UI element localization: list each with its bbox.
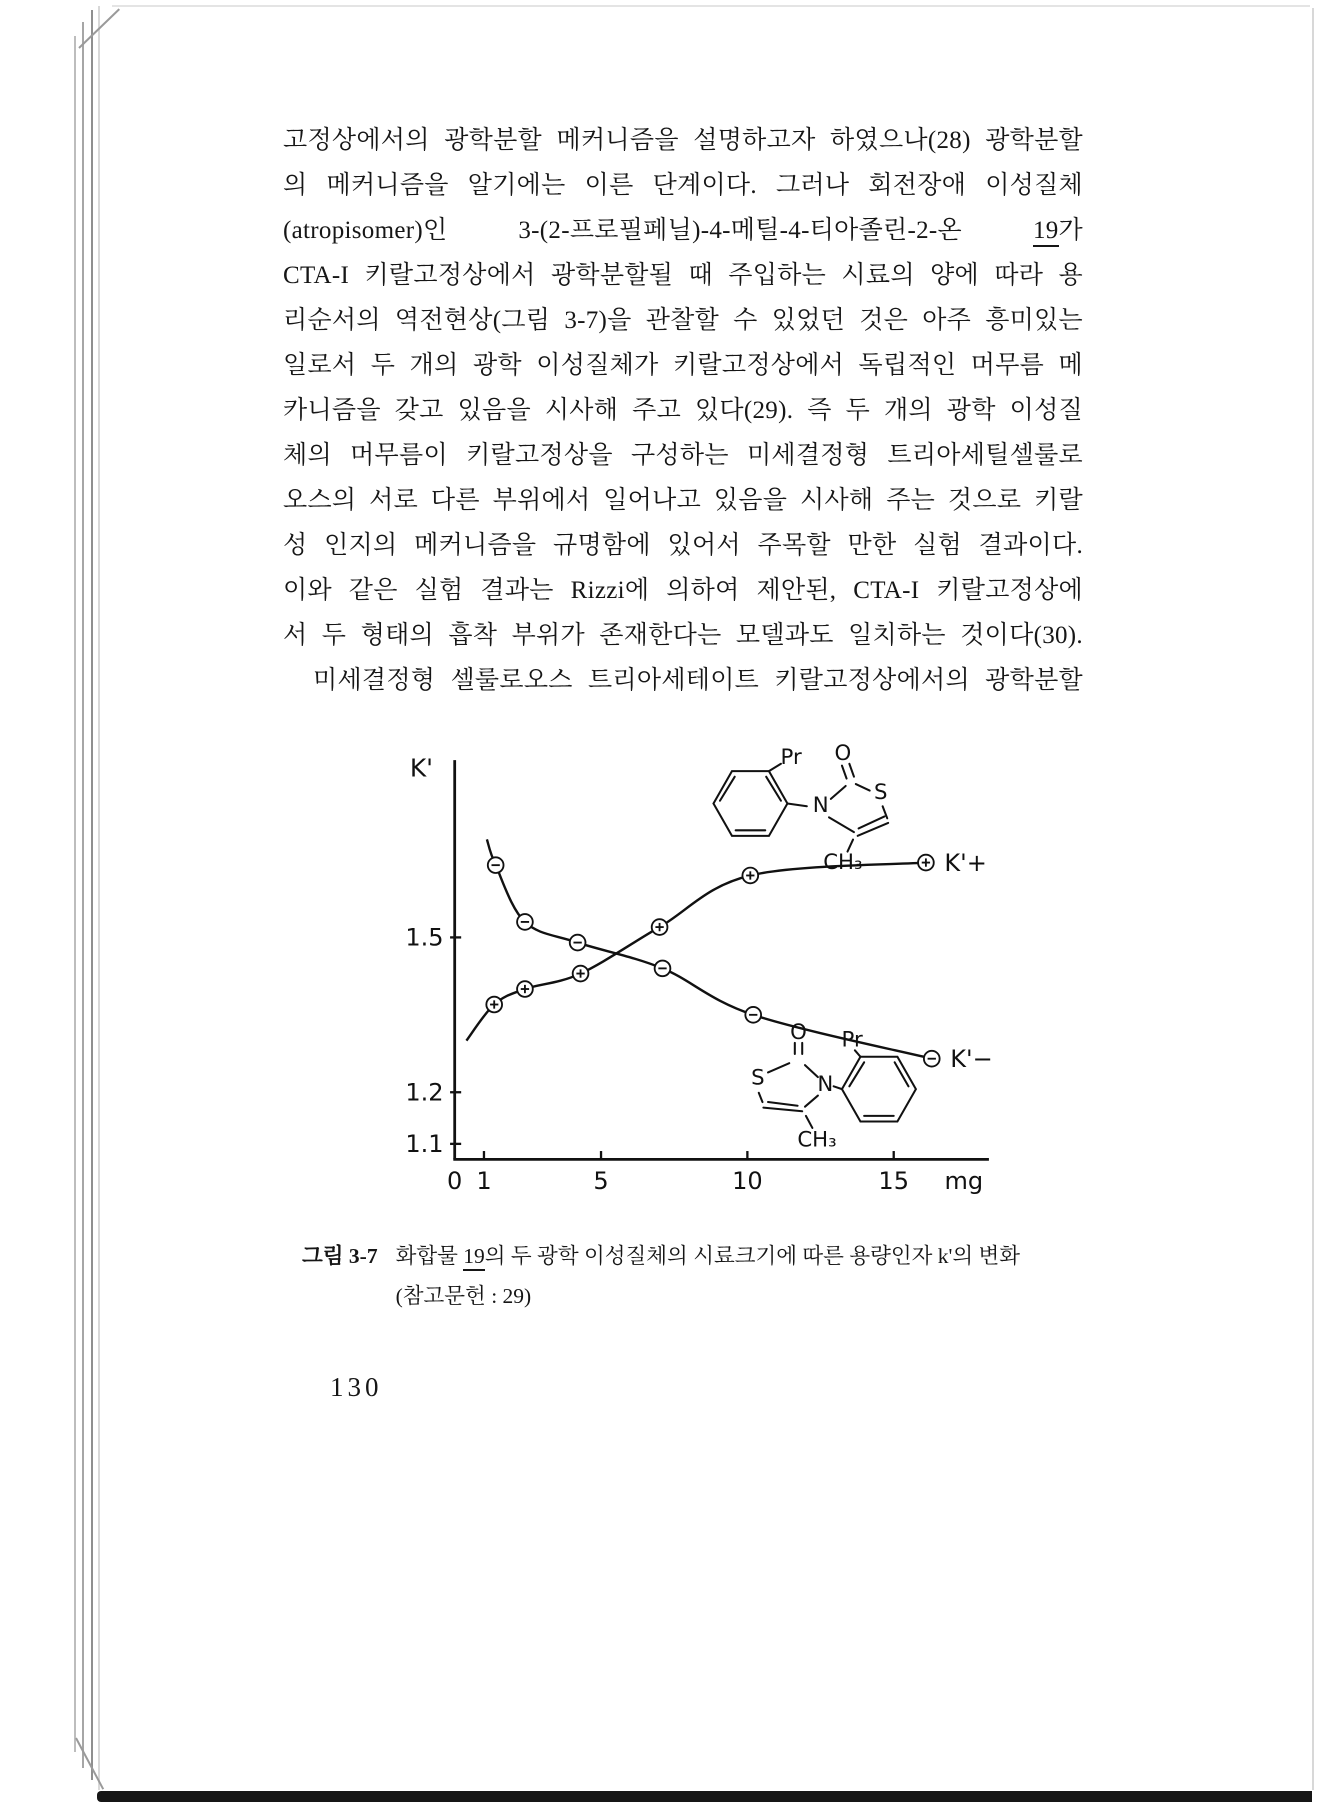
book-bottom-cover-edge bbox=[97, 1791, 1312, 1802]
curve-label: K'+ bbox=[944, 848, 987, 877]
figure-3-7 bbox=[390, 734, 1000, 1220]
atom-O: O bbox=[790, 1020, 807, 1046]
substituent-CH3: CH₃ bbox=[797, 1127, 837, 1153]
body-line: 일로서 두 개의 광학 이성질체가 키랄고정상에서 독립적인 머무름 메 bbox=[283, 352, 1083, 379]
body-line: 고정상에서의 광학분할 메커니즘을 설명하고자 하였으나(28) 광학분할 bbox=[283, 127, 1083, 154]
chart-axes bbox=[453, 760, 989, 1159]
curve-label: K'− bbox=[950, 1045, 993, 1074]
y-tick-label: 1.1 bbox=[405, 1130, 444, 1159]
body-line bbox=[283, 208, 1083, 253]
body-line: 카니즘을 갖고 있음을 시사해 주고 있다(29). 즉 두 개의 광학 이성질 bbox=[283, 397, 1083, 424]
x-tick-label: 15 bbox=[878, 1166, 909, 1195]
x-tick-label: 5 bbox=[593, 1166, 609, 1195]
y-tick-label: 1.5 bbox=[405, 923, 444, 952]
figure-caption bbox=[302, 1238, 1114, 1314]
y-axis-label: K' bbox=[409, 753, 434, 783]
substituent-Pr: Pr bbox=[841, 1027, 863, 1053]
page-left-edge bbox=[98, 6, 100, 1790]
page-top-edge bbox=[112, 5, 1310, 7]
page-number: 130 bbox=[330, 1372, 383, 1402]
substituent-CH3: CH₃ bbox=[823, 850, 863, 876]
paragraph-block bbox=[283, 118, 1083, 703]
body-line: 이와 같은 실험 결과는 Rizzi에 의하여 제안된, CTA-I 키랄고정상에 bbox=[283, 577, 1083, 604]
page-right-edge bbox=[1312, 8, 1314, 1790]
body-line: 미세결정형 셀룰로오스 트리아세테이트 키랄고정상에서의 광학분할 bbox=[313, 667, 1083, 694]
body-line: 리순서의 역전현상(그림 3-7)을 관찰할 수 있었던 것은 아주 흥미있는 bbox=[283, 307, 1083, 334]
data-curve bbox=[466, 863, 926, 1041]
caption-reference: (참고문헌 : 29) bbox=[395, 1284, 532, 1308]
book-spine-edge bbox=[74, 36, 76, 1752]
plot-area bbox=[405, 839, 992, 1195]
structure-bonds bbox=[759, 1043, 916, 1128]
chemical-structure-top-enantiomer bbox=[713, 741, 888, 875]
atom-O: O bbox=[834, 741, 852, 767]
atom-labels bbox=[781, 741, 888, 875]
book-spine-edge bbox=[82, 22, 84, 1768]
caption-line bbox=[396, 1238, 1021, 1274]
body-text: (atropisomer)인 3-(2-프로필페닐)-4-메틸-4-티아졸린-2-온 bbox=[283, 217, 1033, 244]
body-line: 성 인지의 메커니즘을 규명함에 있어서 주목할 만한 실험 결과이다. bbox=[283, 532, 1083, 559]
atom-N: N bbox=[812, 792, 829, 818]
figure-caption-text bbox=[396, 1238, 1021, 1314]
book-spine-edge bbox=[91, 10, 93, 1780]
atom-labels bbox=[751, 1020, 863, 1152]
body-line: 서 두 형태의 흡착 부위가 존재한다는 모델과도 일치하는 것이다(30). bbox=[283, 622, 1083, 649]
data-curve bbox=[487, 839, 932, 1058]
compound-number: 19 bbox=[1033, 217, 1059, 247]
figure-caption-label: 그림 3-7 bbox=[302, 1244, 378, 1268]
caption-text: 화합물 bbox=[395, 1244, 464, 1268]
body-text: 가 bbox=[1058, 217, 1083, 244]
x-tick-label: 0 bbox=[447, 1166, 463, 1195]
chemical-structure-bottom-enantiomer bbox=[751, 1020, 916, 1152]
body-line: CTA-I 키랄고정상에서 광학분할될 때 주입하는 시료의 양에 따라 용 bbox=[283, 262, 1083, 289]
x-tick-label: 1 bbox=[476, 1166, 492, 1195]
atom-N: N bbox=[817, 1071, 834, 1097]
atom-S: S bbox=[874, 779, 888, 805]
body-line: 체의 머무름이 키랄고정상을 구성하는 미세결정형 트리아세틸셀룰로 bbox=[283, 442, 1083, 469]
caption-text: 의 두 광학 이성질체의 시료크기에 따른 용량인자 k'의 변화 bbox=[484, 1244, 1021, 1268]
y-tick-label: 1.2 bbox=[405, 1078, 444, 1107]
compound-number: 19 bbox=[463, 1244, 485, 1271]
substituent-Pr: Pr bbox=[780, 744, 802, 770]
body-line: 오스의 서로 다른 부위에서 일어나고 있음을 시사해 주는 것으로 키랄 bbox=[283, 487, 1083, 514]
structure-bonds bbox=[713, 764, 888, 852]
atom-S: S bbox=[751, 1065, 765, 1091]
body-line: 의 메커니즘을 알기에는 이른 단계이다. 그러나 회전장애 이성질체 bbox=[283, 172, 1083, 199]
figure-chart bbox=[390, 734, 1000, 1215]
x-tick-label: 10 bbox=[732, 1166, 763, 1195]
x-axis-unit: mg bbox=[944, 1166, 984, 1195]
